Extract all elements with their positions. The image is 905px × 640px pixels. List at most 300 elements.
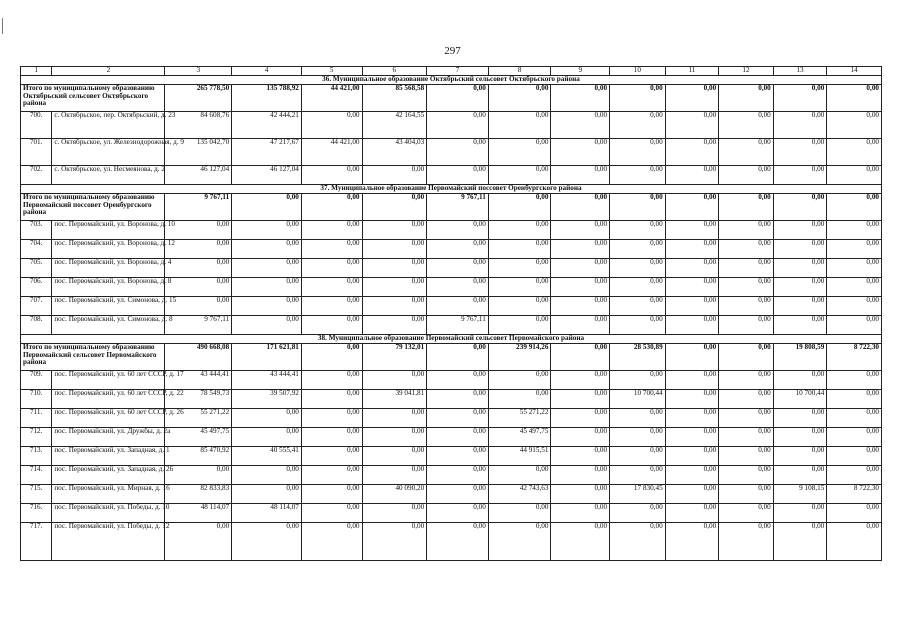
value-cell: 0,00 xyxy=(827,447,882,466)
value-cell: 0,00 xyxy=(232,428,302,447)
table-row xyxy=(21,240,882,259)
value-cell: 0,00 xyxy=(551,428,610,447)
value-cell: 42 743,63 xyxy=(488,485,551,504)
column-header: 12 xyxy=(719,67,774,76)
value-cell: 0,00 xyxy=(551,240,610,259)
value-cell: 0,00 xyxy=(610,259,666,278)
column-header: 1 xyxy=(21,67,52,76)
value-cell: 9 767,11 xyxy=(165,316,232,335)
value-cell: 0,00 xyxy=(827,428,882,447)
column-header: 9 xyxy=(551,67,610,76)
value-cell: 0,00 xyxy=(427,278,489,297)
value-cell: 42 164,55 xyxy=(362,112,427,139)
value-cell: 0,00 xyxy=(232,278,302,297)
column-header: 4 xyxy=(232,67,302,76)
value-cell: 0,00 xyxy=(362,221,427,240)
value-cell: 0,00 xyxy=(427,112,489,139)
value-cell: 0,00 xyxy=(665,504,719,523)
value-cell: 0,00 xyxy=(773,466,827,485)
value-cell: 45 497,75 xyxy=(488,428,551,447)
table-row xyxy=(21,390,882,409)
value-cell: 0,00 xyxy=(827,240,882,259)
value-cell: 0,00 xyxy=(665,466,719,485)
value-cell: 0,00 xyxy=(719,166,774,185)
value-cell: 0,00 xyxy=(551,259,610,278)
value-cell: 0,00 xyxy=(362,316,427,335)
table-row xyxy=(21,447,882,466)
value-cell: 9 108,15 xyxy=(773,485,827,504)
value-cell: 0,00 xyxy=(827,504,882,523)
value-cell: 0,00 xyxy=(610,371,666,390)
value-cell: 0,00 xyxy=(427,466,489,485)
value-cell: 43 444,41 xyxy=(165,371,232,390)
value-cell: 0,00 xyxy=(488,139,551,166)
value-cell: 0,00 xyxy=(665,221,719,240)
row-index: 707. xyxy=(21,297,52,316)
column-header: 10 xyxy=(610,67,666,76)
value-cell: 0,00 xyxy=(773,297,827,316)
row-index: 709. xyxy=(21,371,52,390)
value-cell: 47 217,67 xyxy=(232,139,302,166)
column-header: 5 xyxy=(301,67,362,76)
value-cell: 0,00 xyxy=(827,523,882,561)
value-cell: 0,00 xyxy=(165,523,232,561)
value-cell: 0,00 xyxy=(362,371,427,390)
value-cell: 8 722,30 xyxy=(827,344,882,371)
value-cell: 0,00 xyxy=(427,523,489,561)
table-row xyxy=(21,504,882,523)
value-cell: 9 767,11 xyxy=(165,194,232,221)
value-cell: 0,00 xyxy=(165,259,232,278)
table-row xyxy=(21,428,882,447)
value-cell: 48 114,07 xyxy=(232,504,302,523)
table-row xyxy=(21,112,882,139)
row-index: 706. xyxy=(21,278,52,297)
value-cell: 0,00 xyxy=(719,447,774,466)
column-header: 6 xyxy=(362,67,427,76)
value-cell: 0,00 xyxy=(427,390,489,409)
column-header: 11 xyxy=(665,67,719,76)
value-cell: 0,00 xyxy=(665,371,719,390)
value-cell: 0,00 xyxy=(665,139,719,166)
value-cell: 0,00 xyxy=(551,504,610,523)
value-cell: 0,00 xyxy=(301,409,362,428)
value-cell: 0,00 xyxy=(610,194,666,221)
value-cell: 0,00 xyxy=(362,194,427,221)
value-cell: 0,00 xyxy=(665,166,719,185)
value-cell: 55 271,22 xyxy=(165,409,232,428)
value-cell: 0,00 xyxy=(232,259,302,278)
value-cell: 0,00 xyxy=(488,371,551,390)
value-cell: 46 127,04 xyxy=(232,166,302,185)
row-index: 715. xyxy=(21,485,52,504)
section-title: 36. Муниципальное образование Октябрьский сельсовет Октябрьского района xyxy=(21,76,882,85)
row-address: пос. Первомайский, ул. Симонова, д. 8 xyxy=(52,316,165,335)
value-cell: 0,00 xyxy=(165,221,232,240)
value-cell: 0,00 xyxy=(301,166,362,185)
value-cell: 44 421,00 xyxy=(301,85,362,112)
value-cell: 0,00 xyxy=(665,297,719,316)
value-cell: 0,00 xyxy=(719,297,774,316)
value-cell: 0,00 xyxy=(827,278,882,297)
value-cell: 0,00 xyxy=(827,139,882,166)
value-cell: 10 700,44 xyxy=(773,390,827,409)
value-cell: 85 568,58 xyxy=(362,85,427,112)
value-cell: 46 127,04 xyxy=(165,166,232,185)
value-cell: 0,00 xyxy=(362,297,427,316)
value-cell: 0,00 xyxy=(719,371,774,390)
value-cell: 0,00 xyxy=(165,297,232,316)
value-cell: 17 830,45 xyxy=(610,485,666,504)
value-cell: 39 041,81 xyxy=(362,390,427,409)
row-address: пос. Первомайский, ул. Западная, д. 26 xyxy=(52,466,165,485)
row-address: пос. Первомайский, ул. Симонова, д. 15 xyxy=(52,297,165,316)
value-cell: 0,00 xyxy=(773,523,827,561)
value-cell: 0,00 xyxy=(427,85,489,112)
value-cell: 82 833,83 xyxy=(165,485,232,504)
value-cell: 0,00 xyxy=(665,447,719,466)
value-cell: 0,00 xyxy=(551,194,610,221)
value-cell: 0,00 xyxy=(719,240,774,259)
value-cell: 0,00 xyxy=(301,194,362,221)
value-cell: 0,00 xyxy=(488,259,551,278)
value-cell: 0,00 xyxy=(719,194,774,221)
value-cell: 0,00 xyxy=(362,466,427,485)
row-address: с. Октябрьское, ул. Железнодорожная, д. 9 xyxy=(52,139,165,166)
value-cell: 0,00 xyxy=(427,371,489,390)
row-index: 712. xyxy=(21,428,52,447)
value-cell: 0,00 xyxy=(488,221,551,240)
value-cell: 490 668,08 xyxy=(165,344,232,371)
value-cell: 0,00 xyxy=(610,166,666,185)
column-header: 2 xyxy=(52,67,165,76)
value-cell: 0,00 xyxy=(827,297,882,316)
value-cell: 0,00 xyxy=(165,466,232,485)
value-cell: 0,00 xyxy=(165,278,232,297)
row-index: 714. xyxy=(21,466,52,485)
value-cell: 10 700,44 xyxy=(610,390,666,409)
table-row xyxy=(21,371,882,390)
row-address: пос. Первомайский, ул. 60 лет СССР, д. 17 xyxy=(52,371,165,390)
value-cell: 84 608,76 xyxy=(165,112,232,139)
value-cell: 0,00 xyxy=(773,139,827,166)
value-cell: 79 132,01 xyxy=(362,344,427,371)
row-address: пос. Первомайский, ул. Воронова, д. 8 xyxy=(52,278,165,297)
total-row xyxy=(21,194,882,221)
row-address: пос. Первомайский, ул. Дружбы, д. 2а xyxy=(52,428,165,447)
value-cell: 0,00 xyxy=(362,409,427,428)
value-cell: 0,00 xyxy=(232,409,302,428)
value-cell: 0,00 xyxy=(665,428,719,447)
value-cell: 0,00 xyxy=(773,371,827,390)
value-cell: 0,00 xyxy=(427,447,489,466)
row-index: 703. xyxy=(21,221,52,240)
page-number: 297 xyxy=(444,45,461,57)
value-cell: 0,00 xyxy=(301,240,362,259)
value-cell: 0,00 xyxy=(719,390,774,409)
row-address: пос. Первомайский, ул. Мирная, д. 16 xyxy=(52,485,165,504)
value-cell: 0,00 xyxy=(427,166,489,185)
row-address: пос. Первомайский, ул. Победы, д. 12 xyxy=(52,523,165,561)
value-cell: 0,00 xyxy=(551,221,610,240)
value-cell: 0,00 xyxy=(610,139,666,166)
column-header: 14 xyxy=(827,67,882,76)
value-cell: 0,00 xyxy=(301,447,362,466)
value-cell: 0,00 xyxy=(362,428,427,447)
value-cell: 0,00 xyxy=(551,447,610,466)
value-cell: 0,00 xyxy=(301,112,362,139)
value-cell: 43 444,41 xyxy=(232,371,302,390)
value-cell: 265 778,50 xyxy=(165,85,232,112)
value-cell: 0,00 xyxy=(773,194,827,221)
section-title: 37. Муниципальное образование Первомайский поссовет Оренбургского района xyxy=(21,185,882,194)
row-address: пос. Первомайский, ул. Победы, д. 10 xyxy=(52,504,165,523)
value-cell: 0,00 xyxy=(427,504,489,523)
table-row xyxy=(21,316,882,335)
value-cell: 0,00 xyxy=(719,259,774,278)
value-cell: 0,00 xyxy=(610,316,666,335)
value-cell: 0,00 xyxy=(610,297,666,316)
value-cell: 0,00 xyxy=(232,194,302,221)
value-cell: 0,00 xyxy=(232,221,302,240)
value-cell: 9 767,11 xyxy=(427,194,489,221)
value-cell: 0,00 xyxy=(719,485,774,504)
value-cell: 0,00 xyxy=(232,523,302,561)
row-index: 701. xyxy=(21,139,52,166)
value-cell: 0,00 xyxy=(719,112,774,139)
row-index: 716. xyxy=(21,504,52,523)
value-cell: 0,00 xyxy=(488,297,551,316)
value-cell: 0,00 xyxy=(551,485,610,504)
value-cell: 9 767,11 xyxy=(427,316,489,335)
value-cell: 0,00 xyxy=(719,278,774,297)
column-header: 3 xyxy=(165,67,232,76)
value-cell: 0,00 xyxy=(665,409,719,428)
value-cell: 0,00 xyxy=(665,390,719,409)
value-cell: 0,00 xyxy=(665,485,719,504)
value-cell: 0,00 xyxy=(665,278,719,297)
value-cell: 0,00 xyxy=(232,297,302,316)
value-cell: 0,00 xyxy=(488,278,551,297)
value-cell: 0,00 xyxy=(610,240,666,259)
table-body xyxy=(21,76,882,561)
total-label: Итого по муниципальному образованию Октябрьский сельсовет Октябрьского района xyxy=(21,85,165,112)
value-cell: 0,00 xyxy=(362,447,427,466)
value-cell: 0,00 xyxy=(488,504,551,523)
value-cell: 0,00 xyxy=(301,259,362,278)
row-index: 713. xyxy=(21,447,52,466)
value-cell: 0,00 xyxy=(427,240,489,259)
value-cell: 0,00 xyxy=(301,523,362,561)
row-address: пос. Первомайский, ул. Западная, д. 1 xyxy=(52,447,165,466)
value-cell: 0,00 xyxy=(773,428,827,447)
value-cell: 0,00 xyxy=(427,485,489,504)
table-row xyxy=(21,409,882,428)
value-cell: 0,00 xyxy=(827,166,882,185)
row-address: с. Октябрьское, ул. Несмеянова, д. 2 xyxy=(52,166,165,185)
value-cell: 0,00 xyxy=(362,278,427,297)
value-cell: 40 090,20 xyxy=(362,485,427,504)
value-cell: 0,00 xyxy=(719,139,774,166)
row-index: 711. xyxy=(21,409,52,428)
value-cell: 78 549,73 xyxy=(165,390,232,409)
value-cell: 19 808,59 xyxy=(773,344,827,371)
value-cell: 0,00 xyxy=(362,259,427,278)
total-label: Итого по муниципальному образованию Первомайский сельсовет Первомайского района xyxy=(21,344,165,371)
table-row xyxy=(21,166,882,185)
value-cell: 0,00 xyxy=(665,194,719,221)
value-cell: 0,00 xyxy=(488,316,551,335)
value-cell: 44 915,51 xyxy=(488,447,551,466)
value-cell: 48 114,07 xyxy=(165,504,232,523)
total-label: Итого по муниципальному образованию Первомайский поссовет Оренбургского района xyxy=(21,194,165,221)
total-row xyxy=(21,85,882,112)
value-cell: 0,00 xyxy=(427,221,489,240)
value-cell: 0,00 xyxy=(488,85,551,112)
value-cell: 0,00 xyxy=(551,297,610,316)
value-cell: 0,00 xyxy=(301,428,362,447)
value-cell: 0,00 xyxy=(827,221,882,240)
value-cell: 0,00 xyxy=(610,466,666,485)
table-row xyxy=(21,297,882,316)
value-cell: 0,00 xyxy=(719,221,774,240)
value-cell: 0,00 xyxy=(232,485,302,504)
value-cell: 0,00 xyxy=(551,390,610,409)
value-cell: 0,00 xyxy=(551,85,610,112)
value-cell: 0,00 xyxy=(665,240,719,259)
value-cell: 0,00 xyxy=(362,240,427,259)
value-cell: 0,00 xyxy=(488,112,551,139)
column-header: 7 xyxy=(427,67,489,76)
value-cell: 0,00 xyxy=(551,139,610,166)
column-header: 13 xyxy=(773,67,827,76)
value-cell: 0,00 xyxy=(773,112,827,139)
total-row xyxy=(21,344,882,371)
row-address: пос. Первомайский, ул. 60 лет СССР, д. 22 xyxy=(52,390,165,409)
value-cell: 0,00 xyxy=(488,523,551,561)
value-cell: 0,00 xyxy=(232,240,302,259)
value-cell: 0,00 xyxy=(551,316,610,335)
row-index: 717. xyxy=(21,523,52,561)
value-cell: 28 530,89 xyxy=(610,344,666,371)
value-cell: 0,00 xyxy=(665,523,719,561)
value-cell: 239 914,26 xyxy=(488,344,551,371)
value-cell: 0,00 xyxy=(719,85,774,112)
value-cell: 0,00 xyxy=(773,278,827,297)
value-cell: 0,00 xyxy=(165,240,232,259)
value-cell: 0,00 xyxy=(665,85,719,112)
value-cell: 0,00 xyxy=(301,504,362,523)
value-cell: 0,00 xyxy=(551,371,610,390)
value-cell: 0,00 xyxy=(773,240,827,259)
value-cell: 0,00 xyxy=(301,316,362,335)
scan-edge-mark xyxy=(2,18,3,34)
table-row xyxy=(21,278,882,297)
value-cell: 0,00 xyxy=(719,316,774,335)
row-address: пос. Первомайский, ул. 60 лет СССР, д. 26 xyxy=(52,409,165,428)
value-cell: 43 404,03 xyxy=(362,139,427,166)
table-row xyxy=(21,259,882,278)
value-cell: 0,00 xyxy=(301,278,362,297)
table-row xyxy=(21,466,882,485)
value-cell: 0,00 xyxy=(362,166,427,185)
value-cell: 0,00 xyxy=(610,504,666,523)
table-row xyxy=(21,523,882,561)
value-cell: 0,00 xyxy=(427,428,489,447)
table-row xyxy=(21,221,882,240)
value-cell: 0,00 xyxy=(610,428,666,447)
value-cell: 171 621,81 xyxy=(232,344,302,371)
value-cell: 135 788,92 xyxy=(232,85,302,112)
value-cell: 40 555,41 xyxy=(232,447,302,466)
value-cell: 0,00 xyxy=(665,112,719,139)
row-address: с. Октябрьское, пер. Октябрьский, д. 23 xyxy=(52,112,165,139)
value-cell: 0,00 xyxy=(719,409,774,428)
value-cell: 0,00 xyxy=(773,447,827,466)
value-cell: 0,00 xyxy=(488,240,551,259)
value-cell: 0,00 xyxy=(427,259,489,278)
value-cell: 0,00 xyxy=(827,409,882,428)
value-cell: 0,00 xyxy=(232,316,302,335)
value-cell: 0,00 xyxy=(301,221,362,240)
value-cell: 0,00 xyxy=(301,485,362,504)
value-cell: 0,00 xyxy=(551,466,610,485)
row-index: 708. xyxy=(21,316,52,335)
value-cell: 0,00 xyxy=(665,316,719,335)
row-address: пос. Первомайский, ул. Воронова, д. 4 xyxy=(52,259,165,278)
column-header: 8 xyxy=(488,67,551,76)
value-cell: 0,00 xyxy=(301,390,362,409)
value-cell: 45 497,75 xyxy=(165,428,232,447)
value-cell: 0,00 xyxy=(610,85,666,112)
row-address: пос. Первомайский, ул. Воронова, д. 10 xyxy=(52,221,165,240)
value-cell: 0,00 xyxy=(488,166,551,185)
value-cell: 0,00 xyxy=(773,316,827,335)
value-cell: 0,00 xyxy=(610,112,666,139)
value-cell: 0,00 xyxy=(719,344,774,371)
value-cell: 0,00 xyxy=(719,523,774,561)
row-index: 705. xyxy=(21,259,52,278)
value-cell: 0,00 xyxy=(719,466,774,485)
value-cell: 0,00 xyxy=(827,371,882,390)
value-cell: 42 444,21 xyxy=(232,112,302,139)
value-cell: 0,00 xyxy=(488,194,551,221)
value-cell: 0,00 xyxy=(232,466,302,485)
value-cell: 0,00 xyxy=(610,278,666,297)
row-index: 704. xyxy=(21,240,52,259)
value-cell: 0,00 xyxy=(665,259,719,278)
value-cell: 0,00 xyxy=(773,221,827,240)
row-index: 700. xyxy=(21,112,52,139)
value-cell: 0,00 xyxy=(827,316,882,335)
value-cell: 0,00 xyxy=(827,390,882,409)
value-cell: 0,00 xyxy=(719,504,774,523)
value-cell: 0,00 xyxy=(551,278,610,297)
value-cell: 0,00 xyxy=(551,409,610,428)
table-row xyxy=(21,139,882,166)
value-cell: 39 507,92 xyxy=(232,390,302,409)
table-row xyxy=(21,485,882,504)
value-cell: 0,00 xyxy=(551,344,610,371)
value-cell: 0,00 xyxy=(665,344,719,371)
value-cell: 0,00 xyxy=(610,409,666,428)
value-cell: 0,00 xyxy=(551,523,610,561)
value-cell: 0,00 xyxy=(773,259,827,278)
row-index: 710. xyxy=(21,390,52,409)
row-index: 702. xyxy=(21,166,52,185)
value-cell: 0,00 xyxy=(827,112,882,139)
value-cell: 44 421,00 xyxy=(301,139,362,166)
